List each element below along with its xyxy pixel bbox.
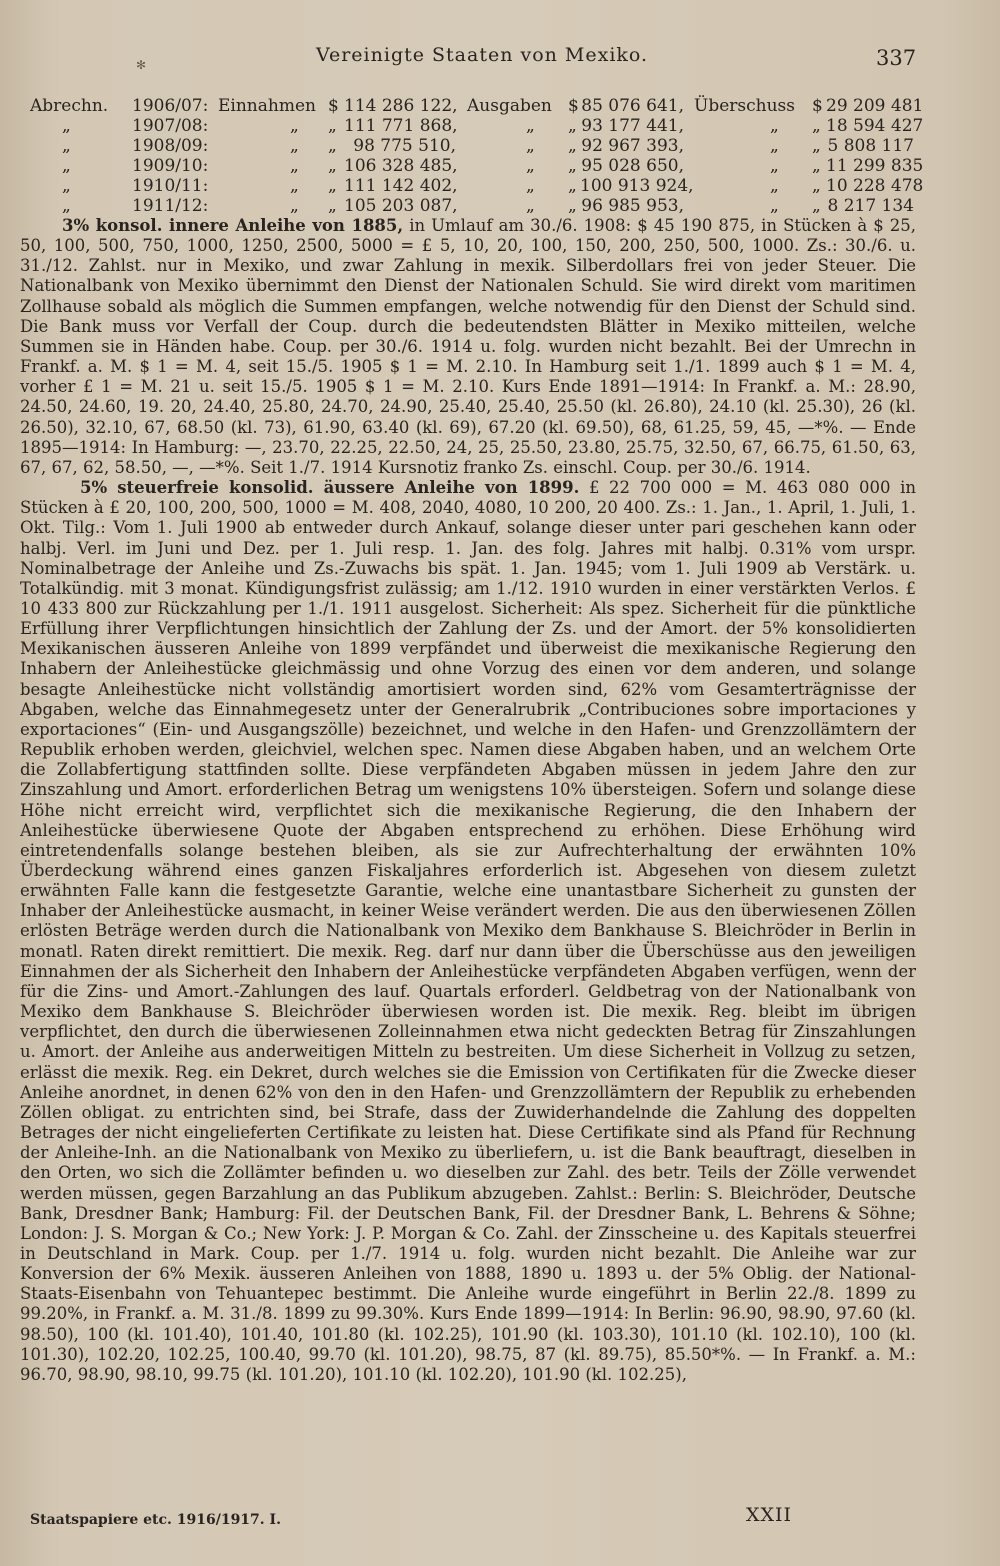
ditto-mark: „ xyxy=(812,116,821,136)
ditto-mark: „ xyxy=(328,136,337,156)
ditto-mark: „ xyxy=(568,196,577,216)
source-note: Staatspapiere etc. 1916/1917. I. xyxy=(30,1512,281,1528)
ditto-mark: „ xyxy=(328,196,337,216)
income-cell: 111 142 402, xyxy=(344,176,458,196)
section-heading: 3% konsol. innere Anleihe von 1885, xyxy=(62,216,404,235)
signature-mark: XXII xyxy=(746,1504,793,1526)
page-number: 337 xyxy=(876,46,917,70)
table-row xyxy=(18,116,924,136)
ditto-mark: „ xyxy=(62,136,71,156)
body-text xyxy=(20,216,916,1385)
ditto-mark: „ xyxy=(526,116,535,136)
accounts-label: Abrechn. xyxy=(30,96,109,116)
ditto-mark: „ xyxy=(62,196,71,216)
ditto-mark: „ xyxy=(770,176,779,196)
table-row xyxy=(18,136,918,156)
ink-stamp-icon: ✻ xyxy=(136,58,147,72)
table-row xyxy=(18,96,924,116)
ditto-mark: „ xyxy=(328,176,337,196)
income-cell: 98 775 510, xyxy=(353,136,456,156)
expense-cell: 92 967 393, xyxy=(581,136,684,156)
ditto-mark: „ xyxy=(770,196,779,216)
dollar-sign: $ xyxy=(328,96,339,116)
income-cell: 105 203 087, xyxy=(344,196,458,216)
income-cell: 111 771 868, xyxy=(344,116,458,136)
page-footer xyxy=(0,1504,1000,1534)
ditto-mark: „ xyxy=(568,116,577,136)
ditto-mark: „ xyxy=(62,116,71,136)
ditto-mark: „ xyxy=(290,196,299,216)
accounts-table xyxy=(18,96,924,216)
income-cell: 114 286 122, xyxy=(344,96,458,116)
expense-cell: 85 076 641, xyxy=(581,96,684,116)
year-cell: 1909/10: xyxy=(132,156,209,176)
ditto-mark: „ xyxy=(568,136,577,156)
year-cell: 1910/11: xyxy=(132,176,209,196)
year-cell: 1911/12: xyxy=(132,196,209,216)
ditto-mark: „ xyxy=(62,156,71,176)
ditto-mark: „ xyxy=(328,116,337,136)
expense-cell: 95 028 650, xyxy=(581,156,684,176)
ditto-mark: „ xyxy=(328,156,337,176)
section-body: in Umlauf am 30./6. 1908: $ 45 190 875, in Stücken à $ 25, 50, 100, 500, 750, 1000, 1250, 2500, 5000 = £ 5, 10, 20, 100, 150, 200, 250, 500, 1000. Zs.: 30./6. u. 31./12. Zahlst. nur in Mexiko, und zwar Zahlung in mexik. Silberdollars frei von jeder Steuer. Die Nationalbank von Mexiko übernimmt den Dienst der Nationalen Schuld. Sie wird direkt vom maritimen Zollhause sobald als möglich die Summen empfangen, welche notwendig für den Dienst der Schuld sind. Die Bank muss vor Verfall der Coup. durch die bedeutendsten Blätter in Mexiko mitteilen, welche Summen sie in Händen habe. Coup. per 30./6. 1914 u. folg. wurden nicht bezahlt. Bei der Umrechn in Frankf. a. M. $ 1 = M. 4, seit 15./5. 1905 $ 1 = M. 2.10. In Hamburg seit 1./1. 1899 auch $ 1 = M. 4, vorher £ 1 = M. 21 u. seit 15./5. 1905 $ 1 = M. 2.10. Kurs Ende 1891—1914: In Frankf. a. M.: 28.90, 24.50, 24.60, 19. 20, 24.40, 25.80, 24.70, 24.90, 25.40, 25.40, 25.50 (kl. 26.80), 24.10 (kl. 25.30), 26 (kl. 26.50), 32.10, 67, 68.50 (kl. 73), 61.90, 63.40 (kl. 69), 67.20 (kl. 69.50), 68, 61.25, 59, 45, —*%. — Ende 1895—1914: In Hamburg: —, 23.70, 22.25, 22.50, 24, 25, 25.50, 23.80, 25.75, 32.50, 67, 66.75, 61.50, 63, 67, 67, 62, 58.50, —, —*%. Seit 1./7. 1914 Kursnotiz franko Zs. einschl. Coup. per 30./6. 1914. xyxy=(20,216,916,477)
running-title: Vereinigte Staaten von Mexiko. xyxy=(316,44,649,66)
surplus-cell: 10 228 478 xyxy=(826,176,924,196)
year-cell: 1908/09: xyxy=(132,136,209,156)
page-header xyxy=(0,44,1000,74)
ditto-mark: „ xyxy=(526,136,535,156)
table-row xyxy=(18,176,924,196)
ditto-mark: „ xyxy=(568,176,577,196)
surplus-cell: 18 594 427 xyxy=(826,116,924,136)
surplus-cell: 29 209 481 xyxy=(826,96,924,116)
ditto-mark: „ xyxy=(526,156,535,176)
expense-cell: 100 913 924, xyxy=(580,176,694,196)
expense-cell: 93 177 441, xyxy=(581,116,684,136)
paragraph-inner-loan-1885 xyxy=(20,216,916,478)
expense-label: Ausgaben xyxy=(467,96,552,116)
year-cell: 1906/07: xyxy=(132,96,209,116)
paragraph-outer-loan-1899 xyxy=(20,478,916,1385)
ditto-mark: „ xyxy=(568,156,577,176)
section-heading: 5% steuerfreie konsolid. äussere Anleihe von 1899. xyxy=(80,478,580,498)
ditto-mark: „ xyxy=(290,136,299,156)
ditto-mark: „ xyxy=(770,136,779,156)
surplus-label: Überschuss xyxy=(694,96,795,116)
ditto-mark: „ xyxy=(812,196,821,216)
income-cell: 106 328 485, xyxy=(344,156,458,176)
ditto-mark: „ xyxy=(812,156,821,176)
ditto-mark: „ xyxy=(770,156,779,176)
table-row xyxy=(18,196,918,216)
year-cell: 1907/08: xyxy=(132,116,209,136)
dollar-sign: $ xyxy=(568,96,579,116)
surplus-cell: 11 299 835 xyxy=(826,156,924,176)
surplus-cell: 5 808 117 xyxy=(827,136,914,156)
section-body: £ 22 700 000 = M. 463 080 000 in Stücken à £ 20, 100, 200, 500, 1000 = M. 408, 2040, 4080, 10 200, 20 400. Zs.: 1. Jan., 1. April, 1. Juli, 1. Okt. Tilg.: Vom 1. Juli 1900 ab entweder durch Ankauf, solange dieser unter pari geschehen kann oder halbj. Verl. im Juni und Dez. per 1. Juli resp. 1. Jan. des folg. Jahres mit halbj. 0.31% vom urspr. Nominalbetrage der Anleihe und Zs.-Zuwachs bis spät. 1. Jan. 1945; vom 1. Juli 1909 ab Verstärk. u. Totalkündig. mit 3 monat. Kündigungsfrist zulässig; am 1./12. 1910 wurden in einer verstärkten Verlos. £ 10 433 800 zur Rückzahlung per 1./1. 1911 ausgelost. Sicherheit: Als spez. Sicherheit für die pünktliche Erfüllung ihrer Verpflichtungen hinsichtlich der Zahlung der Zs. und der Amort. der 5% konsolidierten Mexikanischen äusseren Anleihe von 1899 verpfändet und überweist die mexikanische Regierung den Inhabern der Anleihestücke gleichmässig und ohne Vorzug des einen vor dem anderen, und solange besagte Anleihestücke nicht vollständig amortisiert worden sind, 62% vom Gesamterträgnisse der Abgaben, welche das Einnahmegesetz unter der Generalrubrik „Contribuciones sobre importaciones y exportaciones“ (Ein- und Ausgangszölle) bezeichnet, und welche in den Hafen- und Grenzzollämtern der Republik erhoben werden, gleichviel, welchen spec. Namen diese Abgaben haben, und an welchem Orte die Zollabfertigung stattfinden sollte. Diese verpfändeten Abgaben müssen in jedem Jahre den zur Zinszahlung und Amort. erforderlichen Betrag um wenigstens 10% übersteigen. Sofern und solange diese Höhe nicht erreicht wird, verpflichtet sich die mexikanische Regierung, die den Inhabern der Anleihestücke überwiesene Quote der Abgaben entsprechend zu erhöhen. Diese Erhöhung wird eintretendenfalls solange bestehen bleiben, als sie zur Aufrechterhaltung der erwähnten 10% Überdeckung während eines ganzen Fiskaljahres erforderlich ist. Abgesehen von diesem zuletzt erwähnten Falle kann die festgesetzte Garantie, welche eine unantastbare Sicherheit zu gunsten der Inhaber der Anleihestücke ausmacht, in keiner Weise verändert werden. Die aus den überwiesenen Zöllen erlösten Beträge werden durch die Nationalbank von Mexiko dem Bankhause S. Bleichröder in Berlin in monatl. Raten direkt remittiert. Die mexik. Reg. darf nur dann über die Überschüsse aus den jeweiligen Einnahmen der als Sicherheit den Inhabern der Anleihestücke verpfändeten Abgaben verfügen, wenn der für die Zins- und Amort.-Zahlungen des lauf. Quartals erforderl. Geldbetrag von der Nationalbank von Mexiko dem Bankhause S. Bleichröder überwiesen worden ist. Die mexik. Reg. bleibt im übrigen verpflichtet, den durch die überwiesenen Zolleinnahmen etwa nicht gedeckten Betrag für Zinszahlungen u. Amort. der Anleihe aus anderweitigen Mitteln zu bestreiten. Um diese Sicherheit in Vollzug zu setzen, erlässt die mexik. Reg. ein Dekret, durch welches sie die Emission von Certifikaten für die Zwecke dieser Anleihe anordnet, in denen 62% von den in den Hafen- und Grenzzollämtern der Republik zu erhebenden Zöllen obligat. zu entrichten sind, bei Strafe, dass der Zuwiderhandelnde die Zahlung des doppelten Betrages der nicht eingelieferten Certifikate zu leisten hat. Diese Certifikate sind als Pfand für Rechnung der Anleihe-Inh. an die Nationalbank von Mexiko zu überliefern, u. ist die Bank beauftragt, dieselben in den Orten, wo sich die Zollämter befinden u. wo dieselben zur Zahl. des betr. Teils der Zölle verwendet werden müssen, gegen Barzahlung an das Publikum abzugeben. Zahlst.: Berlin: S. Bleichröder, Deutsche Bank, Dresdner Bank; Hamburg: Fil. der Deutschen Bank, Fil. der Dresdner Bank, L. Behrens & Söhne; London: J. S. Morgan & Co.; New York: J. P. Morgan & Co. Zahl. der Zinsscheine u. des Kapitals steuerfrei in Deutschland in Mark. Coup. per 1./7. 1914 u. folg. wurden nicht bezahlt. Die Anleihe war zur Konversion der 6% Mexik. äusseren Anleihen von 1888, 1890 u. 1893 u. der 5% Oblig. der National-Staats-Eisenbahn von Tehuantepec bestimmt. Die Anleihe wurde eingeführt in Berlin 22./8. 1899 zu 99.20%, in Frankf. a. M. 31./8. 1899 zu 99.30%. Kurs Ende 1899—1914: In Berlin: 96.90, 98.90, 97.60 (kl. 98.50), 100 (kl. 101.40), 101.40, 101.80 (kl. 102.25), 101.90 (kl. 103.30), 101.10 (kl. 102.10), 100 (kl. 101.30), 102.20, 102.25, 100.40, 99.70 (kl. 101.20), 98.75, 87 (kl. 89.75), 85.50*%. — In Frankf. a. M.: 96.70, 98.90, 98.10, 99.75 (kl. 101.20), 101.10 (kl. 102.20), 101.90 (kl. 102.25), xyxy=(20,478,916,1384)
ditto-mark: „ xyxy=(770,116,779,136)
income-label: Einnahmen xyxy=(218,96,316,116)
dollar-sign: $ xyxy=(812,96,823,116)
ditto-mark: „ xyxy=(290,176,299,196)
ditto-mark: „ xyxy=(290,116,299,136)
ditto-mark: „ xyxy=(526,176,535,196)
ditto-mark: „ xyxy=(526,196,535,216)
ditto-mark: „ xyxy=(812,136,821,156)
ditto-mark: „ xyxy=(812,176,821,196)
table-row xyxy=(18,156,924,176)
ditto-mark: „ xyxy=(290,156,299,176)
surplus-cell: 8 217 134 xyxy=(827,196,914,216)
ditto-mark: „ xyxy=(62,176,71,196)
expense-cell: 96 985 953, xyxy=(581,196,684,216)
